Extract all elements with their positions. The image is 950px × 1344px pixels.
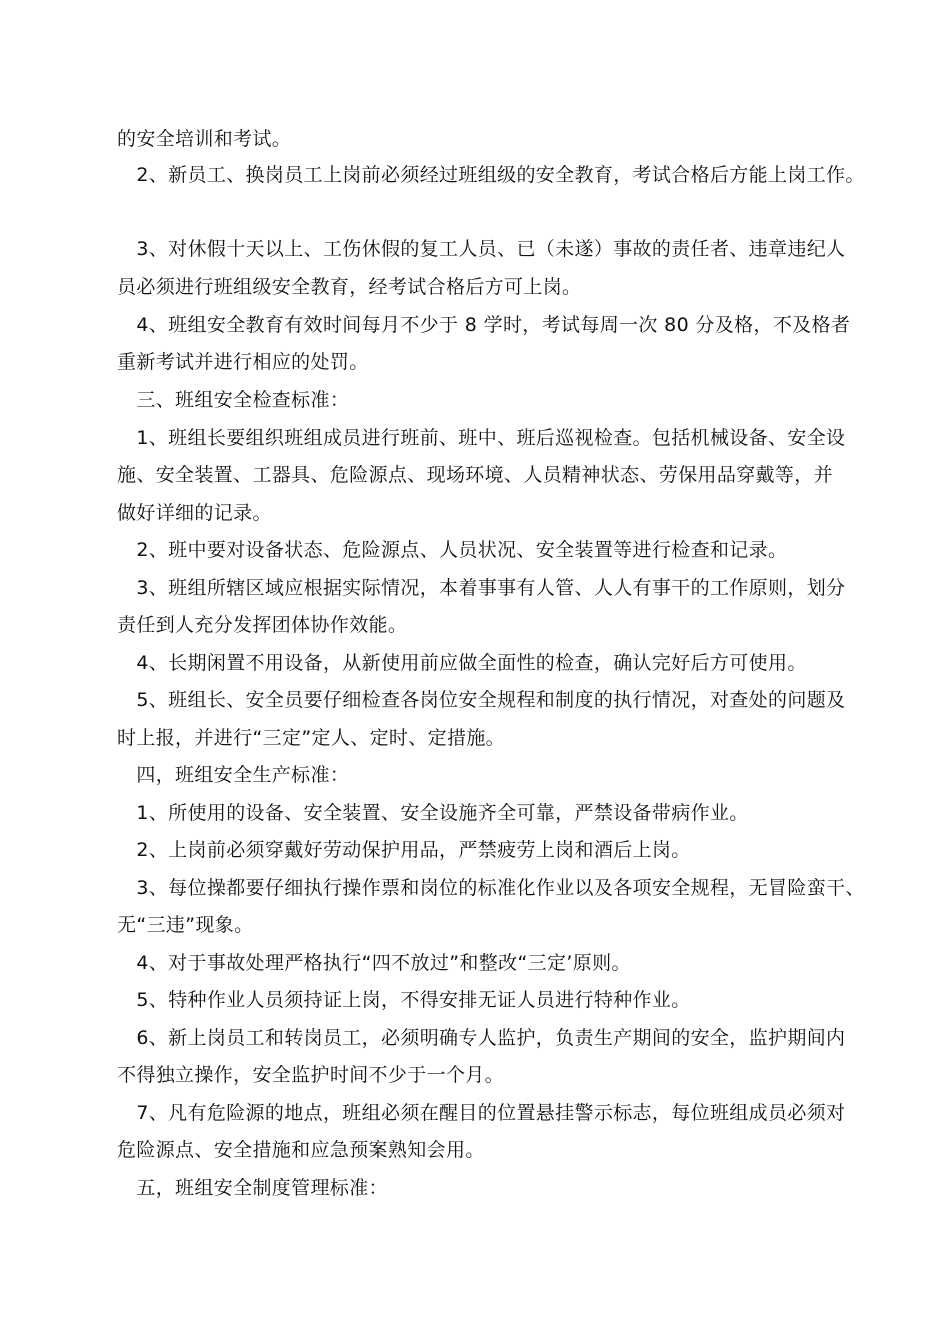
text-line: 做好详细的记录。 [117,502,272,524]
section-heading: 三、班组安全检查标准： [117,389,350,411]
text-line: 6、新上岗员工和转岗员工，必须明确专人监护，负责生产期间的安全，监护期间内 [117,1027,846,1049]
text-line: 不得独立操作，安全监护时间不少于一个月。 [117,1064,505,1086]
text-line: 1、班组长要组织班组成员进行班前、班中、班后巡视检查。包括机械设备、安全设 [117,427,846,449]
text-line: 5、特种作业人员须持证上岗，不得安排无证人员进行特种作业。 [117,989,691,1011]
text-line: 的安全培训和考试。 [117,128,292,150]
text-line: 危险源点、安全措施和应急预案熟知会用。 [117,1139,485,1161]
text-line: 5、班组长、安全员要仔细检查各岗位安全规程和制度的执行情况，对查处的问题及 [117,689,846,711]
text-line: 4、班组安全教育有效时间每月不少于 8 学时，考试每周一次 80 分及格，不及格者 [117,314,851,336]
text-line: 1、所使用的设备、安全装置、安全设施齐全可靠，严禁设备带病作业。 [117,802,749,824]
text-line: 7、凡有危险源的地点，班组必须在醒目的位置悬挂警示标志，每位班组成员必须对 [117,1102,846,1124]
text-line: 4、长期闲置不用设备，从新使用前应做全面性的检查，确认完好后方可使用。 [117,652,807,674]
text-line: 时上报，并进行“三定”定人、定时、定措施。 [117,727,506,749]
text-line: 4、对于事故处理严格执行“四不放过”和整改“三定’原则。 [117,952,631,974]
section-heading: 四，班组安全生产标准： [117,764,350,786]
text-line: 重新考试并进行相应的处罚。 [117,351,369,373]
text-line: 员必须进行班组级安全教育，经考试合格后方可上岗。 [117,276,582,298]
text-line: 3、班组所辖区域应根据实际情况，本着事事有人管、人人有事干的工作原则，划分 [117,577,846,599]
text-line: 2、上岗前必须穿戴好劳动保护用品，严禁疲劳上岗和酒后上岗。 [117,839,691,861]
section-heading: 五，班组安全制度管理标准： [117,1177,388,1199]
text-line: 责任到人充分发挥团体协作效能。 [117,614,408,636]
text-line: 2、新员工、换岗员工上岗前必须经过班组级的安全教育，考试合格后方能上岗工作。 [117,164,865,186]
text-line: 3、每位操都要仔细执行操作票和岗位的标准化作业以及各项安全规程，无冒险蛮干、 [117,877,865,899]
text-line: 2、班中要对设备状态、危险源点、人员状况、安全装置等进行检查和记录。 [117,539,788,561]
text-line: 无“三违”现象。 [117,914,254,936]
text-line: 3、对休假十天以上、工伤休假的复工人员、已（未遂）事故的责任者、违章违纪人 [117,238,846,260]
text-line: 施、安全装置、工器具、危险源点、现场环境、人员精神状态、劳保用品穿戴等，并 [117,464,833,486]
